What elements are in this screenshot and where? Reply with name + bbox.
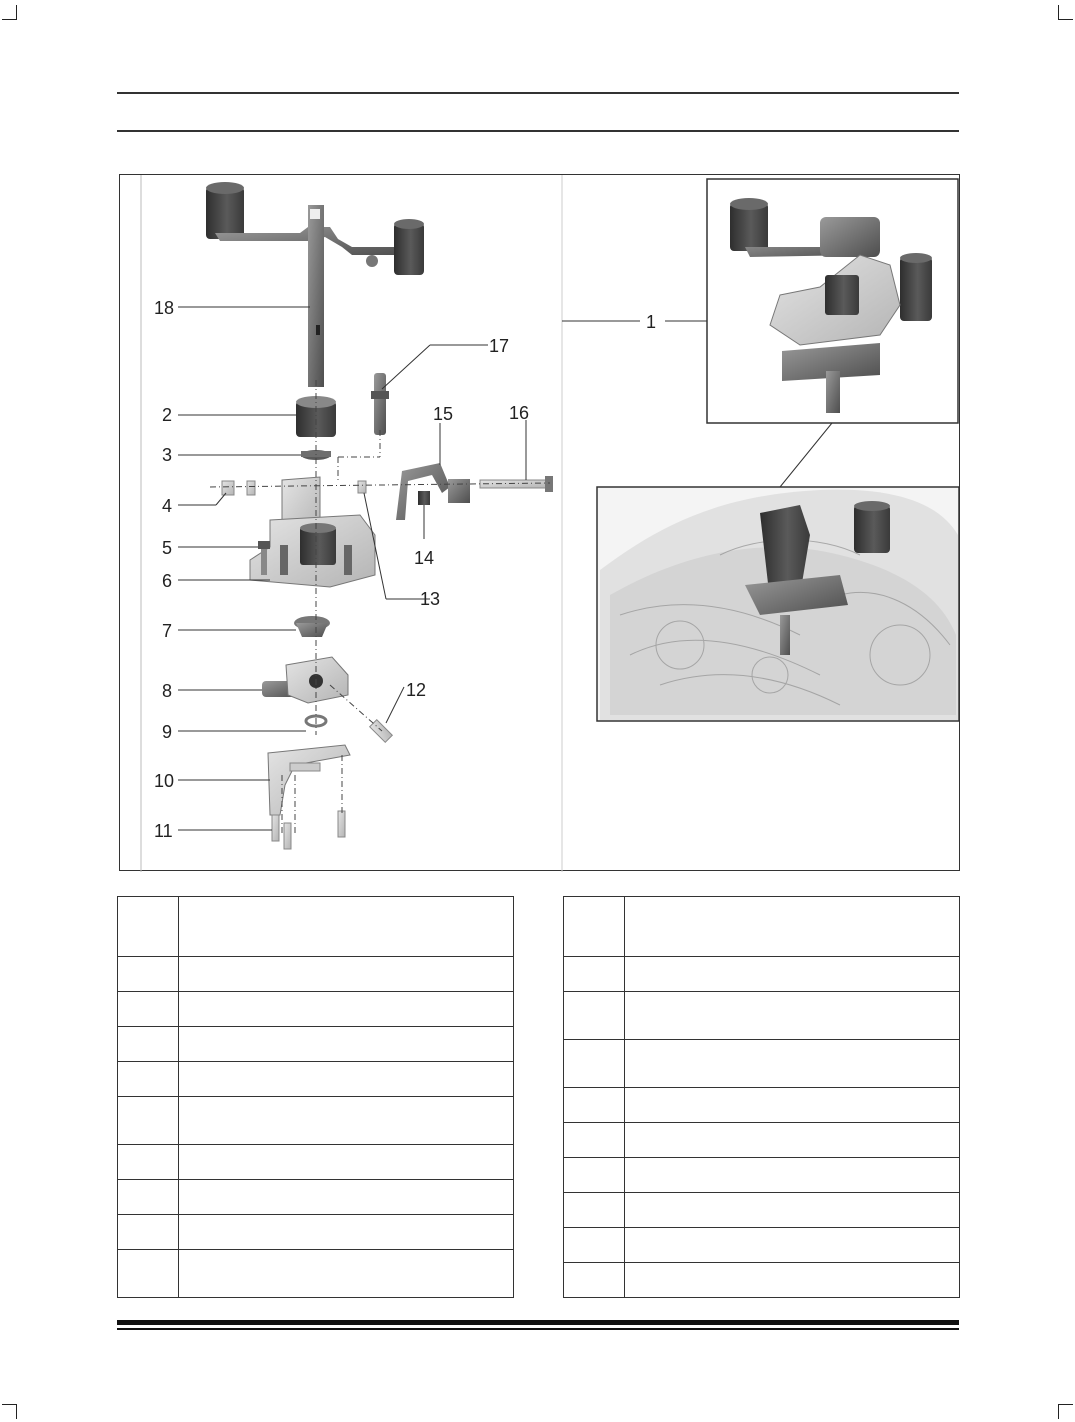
part-16-shaft xyxy=(480,476,553,492)
callout-18: 18 xyxy=(154,298,175,318)
part-4-nut xyxy=(222,481,255,495)
callout-6: 6 xyxy=(162,571,173,591)
table-row xyxy=(118,1180,514,1215)
callout-16: 16 xyxy=(509,403,530,423)
callout-8: 8 xyxy=(162,681,173,701)
crop-mark-top-left xyxy=(2,5,17,20)
callout-12: 12 xyxy=(406,680,427,700)
callout-17: 17 xyxy=(489,336,510,356)
part-14-nut xyxy=(418,491,430,505)
table-row xyxy=(564,1123,960,1158)
exploded-view-drawing xyxy=(120,175,961,872)
callout-14: 14 xyxy=(414,548,435,568)
table-row xyxy=(118,1215,514,1250)
part-17-pin xyxy=(371,373,389,435)
callout-4: 4 xyxy=(162,496,173,516)
callout-3: 3 xyxy=(162,445,173,465)
crop-mark-bottom-left xyxy=(2,1404,17,1419)
callout-13: 13 xyxy=(420,589,441,609)
table-row xyxy=(564,1263,960,1298)
table-row xyxy=(118,992,514,1027)
part-7-seal xyxy=(294,616,330,637)
crop-mark-bottom-right xyxy=(1058,1404,1073,1419)
header-rule-top xyxy=(117,92,959,94)
callout-7: 7 xyxy=(162,621,173,641)
footer-rule-thin xyxy=(117,1328,959,1330)
part-15-lever xyxy=(396,463,470,520)
callout-5: 5 xyxy=(162,538,173,558)
exploded-view-figure xyxy=(119,174,960,871)
table-row xyxy=(118,1145,514,1180)
parts-table-right xyxy=(563,896,960,1298)
table-row xyxy=(564,992,960,1040)
table-row xyxy=(564,1228,960,1263)
table-row xyxy=(118,1250,514,1298)
callout-11: 11 xyxy=(154,821,173,841)
table-row xyxy=(118,1097,514,1145)
part-13-clip xyxy=(358,481,366,493)
table-row xyxy=(118,1027,514,1062)
table-row xyxy=(564,1193,960,1228)
table-row xyxy=(564,897,960,957)
callout-9: 9 xyxy=(162,722,173,742)
table-row xyxy=(564,957,960,992)
callout-2: 2 xyxy=(162,405,173,425)
table-row xyxy=(118,957,514,992)
parts-table-left xyxy=(117,896,514,1298)
table-row xyxy=(564,1158,960,1193)
table-row xyxy=(118,1062,514,1097)
part-10-bracket xyxy=(268,745,350,815)
transmission-context-image xyxy=(597,487,959,721)
footer-rule-thick xyxy=(117,1320,959,1325)
assembly-axis-lines xyxy=(210,380,550,835)
callout-1: 1 xyxy=(646,312,657,332)
table-row xyxy=(118,897,514,957)
header-rule-bottom xyxy=(117,130,959,132)
table-row xyxy=(564,1040,960,1088)
callout-15: 15 xyxy=(433,404,454,424)
part-8-selector-block xyxy=(262,657,348,703)
part-18-shift-shaft xyxy=(206,182,424,387)
part-6-housing xyxy=(250,477,375,587)
part-11-screws xyxy=(272,811,345,849)
assembled-unit-inset xyxy=(707,179,958,423)
crop-mark-top-right xyxy=(1058,5,1073,20)
table-row xyxy=(564,1088,960,1123)
callout-10: 10 xyxy=(154,771,175,791)
